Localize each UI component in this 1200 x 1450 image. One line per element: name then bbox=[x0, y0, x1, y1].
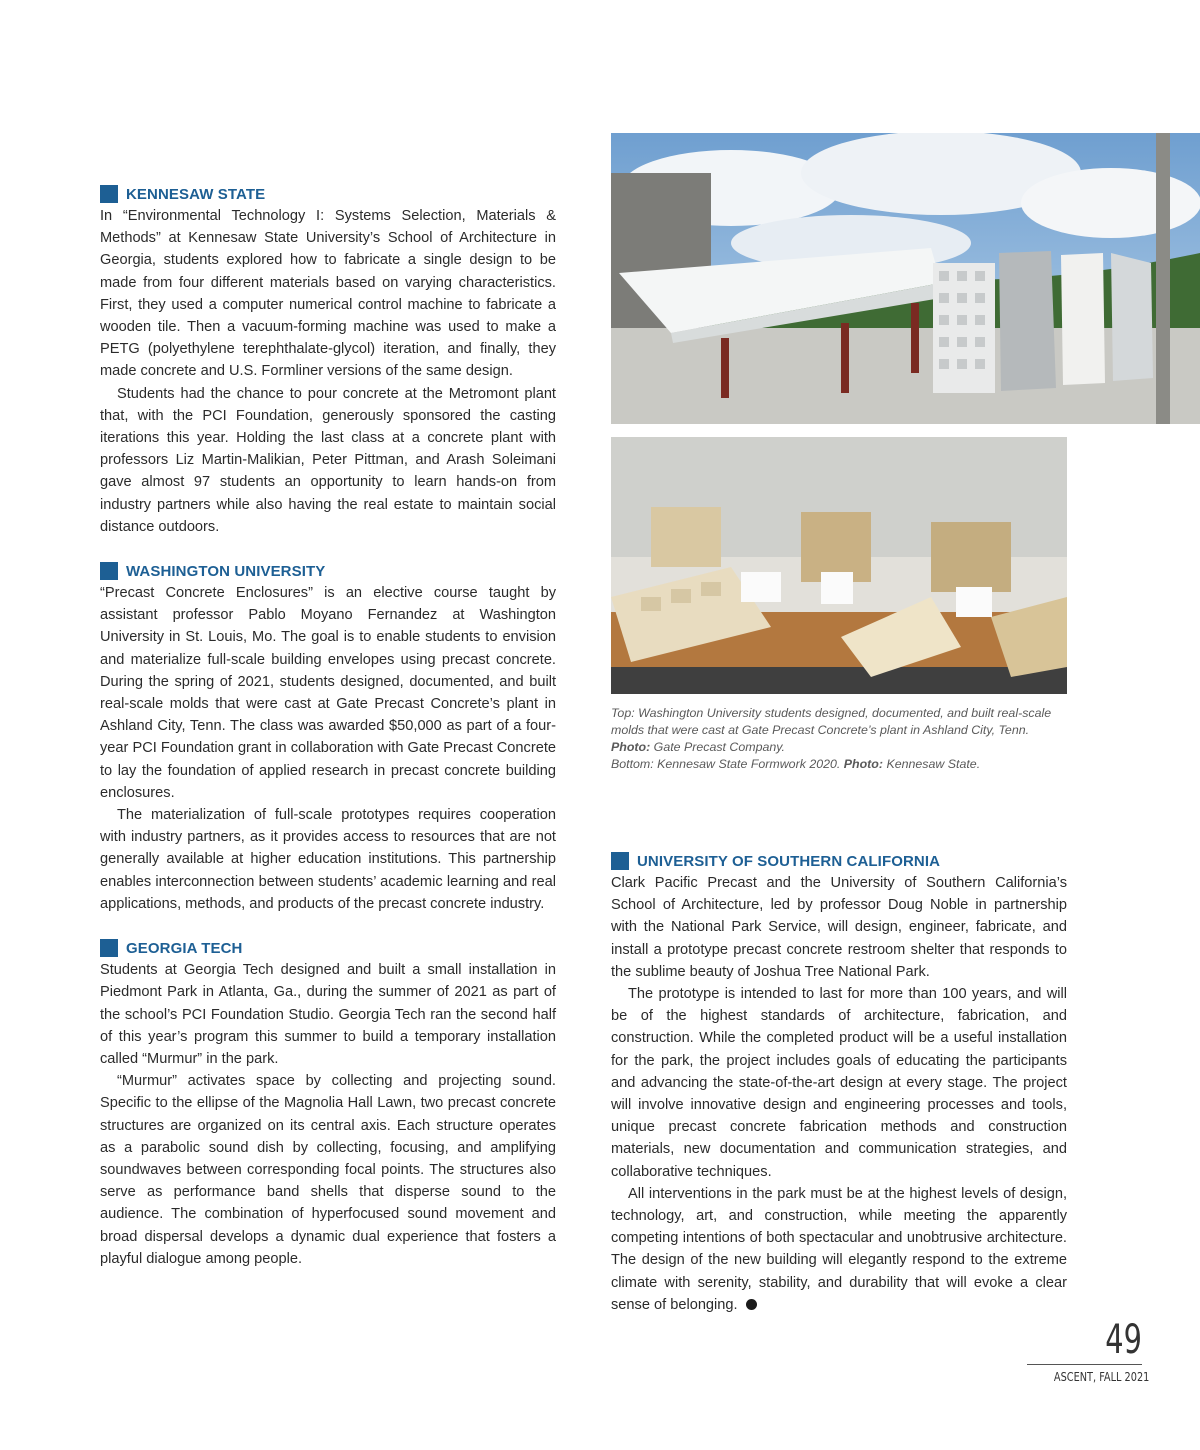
page-folio bbox=[1027, 1317, 1150, 1386]
caption-top-text: Top: Washington University students designed, documented, and built real-scale molds that were cast at Gate Precast Concrete’s plant in Ashland City, Tenn. bbox=[611, 706, 1052, 737]
heading-square-icon bbox=[611, 852, 629, 870]
caption-bottom-credit: Kennesaw State. bbox=[883, 757, 981, 771]
heading-square-icon bbox=[100, 185, 118, 203]
section-heading bbox=[100, 937, 556, 959]
body-paragraph: “Precast Concrete Enclosures” is an elective course taught by assistant professor Pablo Moyano Fernandez at Washington University in St. Louis, Mo. The goal is to enable students to envision and materialize full-scale building envelopes using precast concrete. During the spring of 2021, students designed, documented, and built real-scale molds that were cast at Gate Precast Concrete’s plant in Ashland City, Tenn. The class was awarded $50,000 as part of a four-year PCI Foundation grant in collaboration with Gate Precast Concrete to lay the foundation of applied research in precast concrete building enclosures. bbox=[100, 585, 556, 801]
section-usc bbox=[611, 850, 1067, 1316]
photo-formwork-workbench bbox=[611, 437, 1067, 694]
heading-square-icon bbox=[100, 562, 118, 580]
section-washington-university bbox=[100, 560, 556, 915]
body-paragraph: In “Environmental Technology I: Systems Selection, Materials & Methods” at Kennesaw State University’s School of Architecture in Georgia, students explored how to fabricate a single design to be made from four different materials based on varying characteristics. First, they used a computer numerical control machine to fabricate a wooden tile. Then a vacuum-forming machine was used to make a PETG (polyethylene terephthalate-glycol) iteration, and finally, they made concrete and U.S. Formliner versions of the same design. bbox=[100, 208, 556, 380]
section-heading bbox=[100, 560, 556, 582]
body-paragraph-text: All interventions in the park must be at the highest levels of design, technology, art, and construction, while meeting the apparently competing intentions of both spectacular and unobtrusive architecture. The design of the new building will elegantly respond to the extreme climate with serenity, stability, and durability that will evoke a clear sense of belonging. bbox=[611, 1185, 1067, 1313]
body-paragraph: The prototype is intended to last for more than 100 years, and will be of the highest standards of architecture, fabrication, and construction. While the completed product will be a useful installation for the park, the project includes goals of educating the participants and advancing the state-of-the-art design at every stage. The project will involve innovative design and engineering processes and tools, unique precast concrete fabrication methods and construction materials, new documentation and communication strategies, and collaborative techniques. bbox=[611, 986, 1067, 1180]
body-paragraph: “Murmur” activates space by collecting and projecting sound. Specific to the ellipse of the Magnolia Hall Lawn, two precast concrete structures are organized on its central axis. Each structure operates as a parabolic sound dish by collecting, focusing, and amplifying soundwaves between corresponding focal points. The structures also serve as performance band shells that disperse sound to the audience. The combination of hyperfocused sound movement and broad dispersal develops a dynamic dual experience that fosters a playful dialogue among people. bbox=[100, 1073, 556, 1267]
page-number: 49 bbox=[1105, 1317, 1142, 1363]
section-heading bbox=[611, 850, 1067, 872]
body-paragraph: Students had the chance to pour concrete at the Metromont plant that, with the PCI Foundation, generously sponsored the casting iterations this year. Holding the last class at a concrete plant with professors Liz Martin-Malikian, Peter Pittman, and Arash Soleimani gave almost 97 students an opportunity to learn hands-on from industry partners while also having the real estate to maintain social distance outdoors. bbox=[100, 385, 556, 535]
body-paragraph: The materialization of full-scale prototypes requires cooperation with industry partners, as it provides access to resources that are not generally available at higher education institutions. This partnership enables interconnection between students’ academic learning and real applications, methods, and products of the precast concrete industry. bbox=[100, 807, 556, 912]
formwork-photo-illustration bbox=[611, 437, 1067, 694]
folio-divider bbox=[1027, 1364, 1142, 1365]
body-paragraph: Students at Georgia Tech designed and built a small installation in Piedmont Park in Atlanta, Ga., during the summer of 2021 as part of the school’s PCI Foundation Studio. Georgia Tech ran the second half of this year’s program this summer to build a temporary installation called “Murmur” in the park. bbox=[100, 962, 556, 1067]
right-column bbox=[611, 850, 1067, 1338]
photo-precast-panels-outdoor bbox=[611, 133, 1200, 424]
left-column bbox=[100, 183, 556, 1292]
caption-top bbox=[611, 705, 1067, 756]
body-paragraph: Clark Pacific Precast and the University of Southern California’s School of Architecture, led by professor Doug Noble in partnership with the National Park Service, will design, engineer, fabricate, and install a prototype precast concrete restroom shelter that responds to the sublime beauty of Joshua Tree National Park. bbox=[611, 875, 1067, 980]
heading-text: GEORGIA TECH bbox=[126, 939, 243, 957]
heading-text: KENNESAW STATE bbox=[126, 185, 266, 203]
caption-bottom bbox=[611, 756, 1067, 773]
caption-bottom-text: Bottom: Kennesaw State Formwork 2020. bbox=[611, 757, 844, 771]
heading-square-icon bbox=[100, 939, 118, 957]
caption-photo-label: Photo: bbox=[611, 740, 651, 754]
body-paragraph-final bbox=[611, 1183, 1067, 1316]
heading-text: WASHINGTON UNIVERSITY bbox=[126, 562, 326, 580]
photo-caption bbox=[611, 705, 1067, 773]
section-georgia-tech bbox=[100, 937, 556, 1270]
section-heading bbox=[100, 183, 556, 205]
issue-label: ASCENT, FALL 2021 bbox=[1053, 1369, 1150, 1384]
caption-top-credit: Gate Precast Company. bbox=[650, 740, 785, 754]
outdoor-photo-illustration bbox=[611, 133, 1200, 424]
end-of-article-icon bbox=[746, 1299, 757, 1310]
heading-text: UNIVERSITY OF SOUTHERN CALIFORNIA bbox=[637, 852, 941, 870]
section-kennesaw-state bbox=[100, 183, 556, 538]
caption-photo-label: Photo: bbox=[843, 757, 884, 771]
